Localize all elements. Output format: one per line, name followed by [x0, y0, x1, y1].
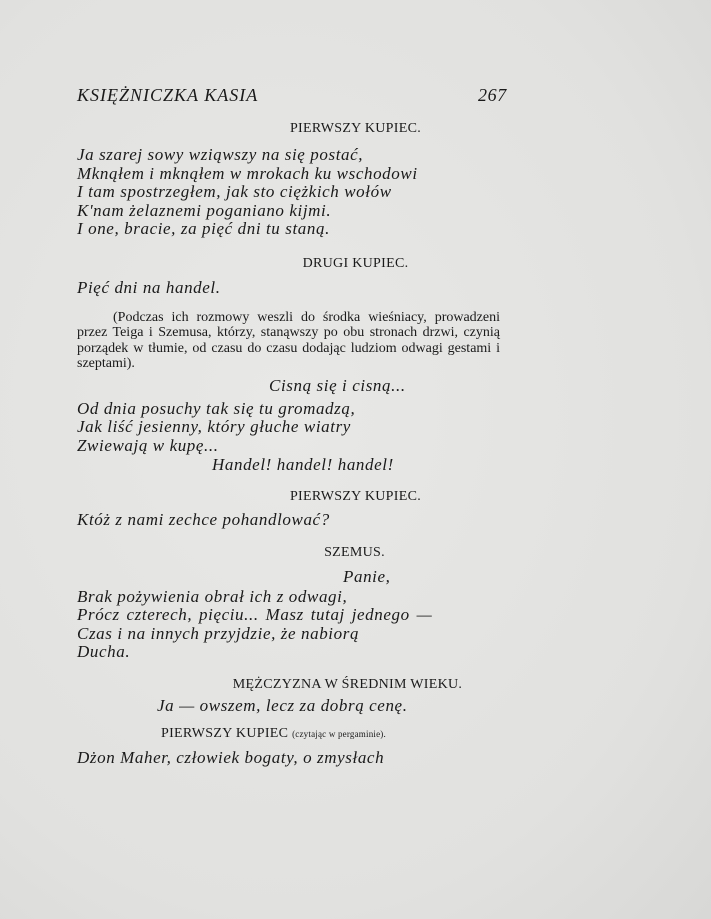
- verse-line: Panie,: [343, 567, 391, 586]
- speaker-heading: PIERWSZY KUPIEC.: [289, 489, 422, 504]
- verse-line: Któż z nami zechce pohandlować?: [77, 510, 330, 529]
- speaker-note: (czytając w pergaminie).: [292, 729, 386, 739]
- verse-line: I tam spostrzegłem, jak sto ciężkich wołów: [77, 182, 392, 201]
- stage-direction: [77, 310, 500, 371]
- verse-line: Zwiewają w kupę...: [77, 436, 219, 455]
- verse-line: Mknąłem i mknąłem w mrokach ku wschodowi: [77, 164, 418, 183]
- verse-line: Handel! handel! handel!: [212, 455, 394, 474]
- speaker-heading: [161, 727, 386, 741]
- verse-line: Brak pożywienia obrał ich z odwagi,: [77, 587, 348, 606]
- verse-line: Cisną się i cisną...: [269, 376, 406, 395]
- verse-line: Czas i na innych przyjdzie, że nabiorą: [77, 624, 360, 643]
- verse-line: Od dnia posuchy tak się tu gromadzą,: [77, 399, 356, 418]
- speaker-heading: SZEMUS.: [324, 545, 385, 560]
- verse-line: Pięć dni na handel.: [77, 278, 221, 297]
- page-number: 267: [478, 85, 507, 105]
- speaker-heading: DRUGI KUPIEC.: [302, 256, 409, 271]
- speaker-name: PIERWSZY KUPIEC: [161, 726, 289, 741]
- verse-line: Dżon Maher, człowiek bogaty, o zmysłach: [77, 748, 385, 767]
- verse-line: Ducha.: [77, 642, 131, 661]
- running-header-title: KSIĘŻNICZKA KASIA: [77, 85, 259, 105]
- verse-line: I one, bracie, za pięć dni tu staną.: [77, 219, 330, 238]
- verse-line: Ja — owszem, lecz za dobrą cenę.: [157, 696, 408, 715]
- verse-line: Ja szarej sowy wziąwszy na się postać,: [77, 145, 364, 164]
- verse-line: Prócz czterech, pięciu... Masz tutaj jednego —: [77, 605, 433, 624]
- stage-direction-text: (Podczas ich rozmowy weszli do środka wieśniacy, prowadzeni przez Teiga i Szemusa, którzy, stanąwszy po obu stronach drzwi, czynią porządek w tłumie, od czasu do czasu dodając ludziom odwagi gestami i szeptami).: [77, 310, 500, 371]
- verse-line: K'nam żelaznemi poganiano kijmi.: [77, 201, 332, 220]
- verse-line: Jak liść jesienny, który głuche wiatry: [77, 417, 351, 436]
- speaker-heading: MĘŻCZYZNA W ŚREDNIM WIEKU.: [232, 677, 463, 692]
- speaker-heading: PIERWSZY KUPIEC.: [289, 121, 422, 136]
